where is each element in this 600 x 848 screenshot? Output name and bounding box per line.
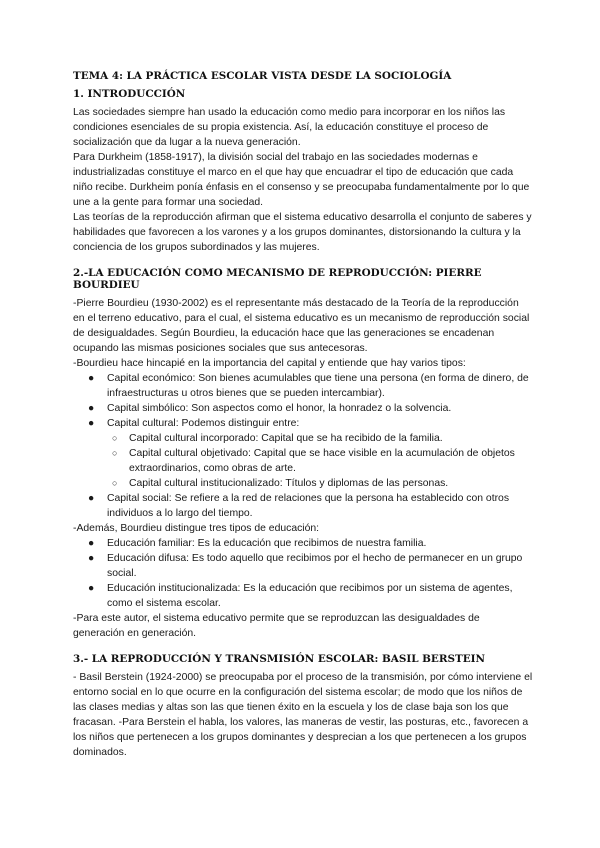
bullet-icon: ●	[88, 553, 95, 564]
document-page	[73, 70, 533, 760]
bullet-icon: ●	[88, 583, 95, 594]
hollow-bullet-icon: ○	[112, 433, 118, 443]
education-types-list	[73, 536, 533, 611]
section-1-paragraph-1: Las sociedades siempre han usado la educación como medio para incorporar en los niños las condiciones esenciales de su propia existencia. Así, la educación constituye el proceso de socialización que da lugar a la nueva generación.	[73, 107, 506, 148]
list-item	[73, 401, 533, 416]
document-title: TEMA 4: LA PRÁCTICA ESCOLAR VISTA DESDE LA SOCIOLOGÍA	[73, 70, 452, 82]
capital-types-list	[73, 371, 533, 521]
bullet-icon: ●	[88, 418, 95, 429]
bullet-icon: ●	[88, 403, 95, 414]
section-1-heading: 1. INTRODUCCIÓN	[73, 88, 186, 100]
section-1-paragraph-3: Las teorías de la reproducción afirman que el sistema educativo desarrolla el conjunto de saberes y habilidades que favorecen a los varones y a los grupos dominantes, distorsionando la cultura y la conciencia de los grupos subordinados y las mujeres.	[73, 212, 532, 253]
capital-social-text: Capital social: Se refiere a la red de relaciones que la persona ha establecido con otros individuos a lo largo del tiempo.	[107, 493, 510, 519]
list-item	[73, 491, 533, 521]
education-item-text: Educación familiar: Es la educación que recibimos de nuestra familia.	[107, 538, 427, 549]
capital-simbolico-text: Capital simbólico: Son aspectos como el honor, la honradez o la solvencia.	[107, 403, 452, 414]
capital-cultural-sublist	[107, 431, 533, 491]
section-2-paragraph-1: -Pierre Bourdieu (1930-2002) es el representante más destacado de la Teoría de la reproducción en el terreno educativo, para el cual, el sistema educativo es un mecanismo de reproducción social de desigualdades. Según Bourdieu, la educación hace que las generaciones se encadenan ocupando las mismas posiciones sociales que sus antecesoras.	[73, 298, 530, 354]
section-1-paragraph-2: Para Durkheim (1858-1917), la división social del trabajo en las sociedades modernas e industrializadas constituye el marco en el que hay que encuadrar el tipo de educación que cada niño recibe. Durkheim ponía énfasis en el consenso y se preocupaba fundamentalmente por lo que une a la gente para formar una sociedad.	[73, 152, 530, 208]
hollow-bullet-icon: ○	[112, 478, 118, 488]
list-item	[73, 416, 533, 491]
list-item	[73, 551, 533, 581]
bullet-icon: ●	[88, 493, 95, 504]
section-2-paragraph-4: -Para este autor, el sistema educativo permite que se reproduzcan las desigualdades de generación en generación.	[73, 613, 480, 639]
sub-item-text: Capital cultural institucionalizado: Títulos y diplomas de las personas.	[129, 478, 449, 489]
sub-item-text: Capital cultural objetivado: Capital que se hace visible en la acumulación de objetos extraordinarios, como obras de arte.	[129, 448, 515, 474]
list-item	[73, 581, 533, 611]
list-item	[107, 446, 533, 476]
capital-economico-text: Capital económico: Son bienes acumulables que tiene una persona (en forma de dinero, de infraestructuras u otros bienes que se pueden intercambiar).	[107, 373, 529, 399]
education-item-text: Educación difusa: Es todo aquello que recibimos por el hecho de permanecer en un grupo social.	[107, 553, 523, 579]
sub-item-text: Capital cultural incorporado: Capital que se ha recibido de la familia.	[129, 433, 443, 444]
capital-cultural-text: Capital cultural: Podemos distinguir entre:	[107, 418, 300, 429]
hollow-bullet-icon: ○	[112, 448, 118, 458]
section-3-paragraph-1: - Basil Berstein (1924-2000) se preocupaba por el proceso de la transmisión, por cómo interviene el entorno social en lo que ocurre en la configuración del sistema escolar; de modo que los niños de las clases medias y altas son las que tienen éxito en la escuela y los de clase baja son los que fracasan. -Para Berstein el habla, los valores, las maneras de vestir, las posturas, etc., favorecen a los niños que pertenecen a los grupos dominantes y desprecian a los que pertenecen a los grupos dominados.	[73, 672, 533, 758]
education-item-text: Educación institucionalizada: Es la educación que recibimos por un sistema de agentes, como el sistema escolar.	[107, 583, 513, 609]
list-item	[107, 431, 533, 446]
bullet-icon: ●	[88, 538, 95, 549]
list-item	[107, 476, 533, 491]
section-3-heading: 3.- LA REPRODUCCIÓN Y TRANSMISIÓN ESCOLAR: BASIL BERSTEIN	[73, 653, 485, 665]
list-item	[73, 536, 533, 551]
section-2-heading: 2.-LA EDUCACIÓN COMO MECANISMO DE REPRODUCCIÓN: PIERRE BOURDIEU	[73, 267, 482, 291]
section-2-paragraph-3: -Además, Bourdieu distingue tres tipos de educación:	[73, 523, 320, 534]
section-2-paragraph-2: -Bourdieu hace hincapié en la importancia del capital y entiende que hay varios tipos:	[73, 358, 466, 369]
bullet-icon: ●	[88, 373, 95, 384]
list-item	[73, 371, 533, 401]
